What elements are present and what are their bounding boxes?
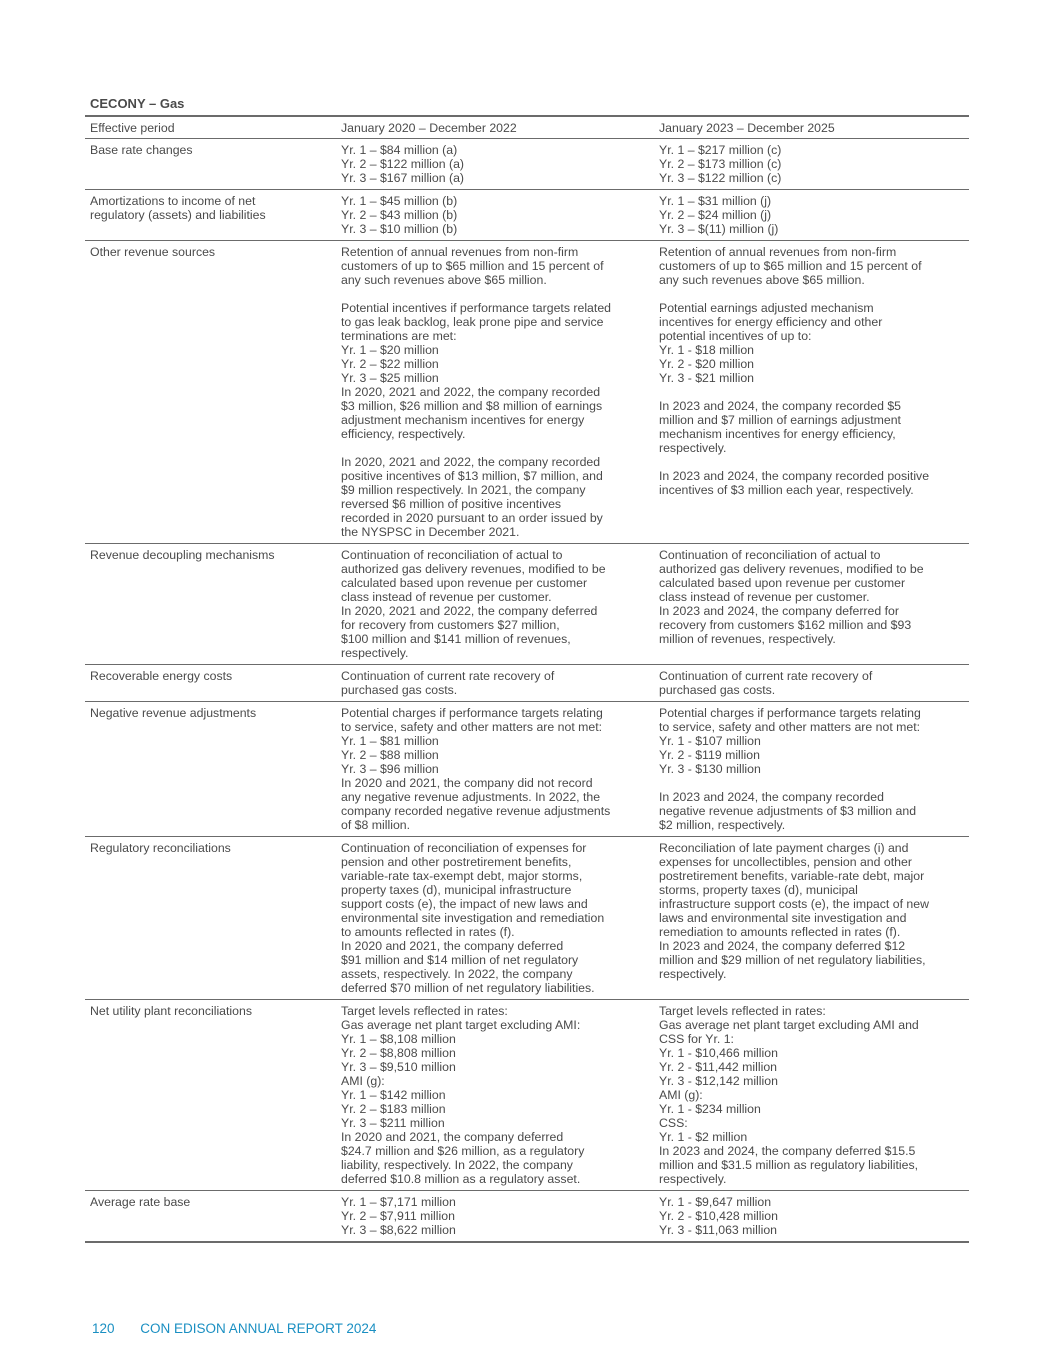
cell-line: potential incentives of up to: xyxy=(659,329,812,343)
paragraph-gap xyxy=(659,287,964,301)
table-row xyxy=(85,1191,969,1243)
cell-line: class instead of revenue per customer. xyxy=(341,590,552,604)
cell-line: adjustment mechanism incentives for energy xyxy=(341,413,585,427)
period-2023-2025-cell xyxy=(654,1191,969,1243)
cell-line: Yr. 1 – $217 million (c) xyxy=(659,143,782,157)
cell-line: In 2023 and 2024, the company deferred $15.5 xyxy=(659,1144,916,1158)
cell-line: Base rate changes xyxy=(90,143,193,157)
cell-line: Continuation of current rate recovery of xyxy=(659,669,873,683)
cell-line: postretirement benefits, variable-rate debt, major xyxy=(659,869,925,883)
cell-line: liability, respectively. In 2022, the company xyxy=(341,1158,573,1172)
row-label xyxy=(85,1191,336,1243)
period-2020-2022-cell xyxy=(336,1000,654,1191)
cell-line: In 2020, 2021 and 2022, the company recorded xyxy=(341,455,601,469)
cell-line: Negative revenue adjustments xyxy=(90,706,257,720)
cell-line: $2 million, respectively. xyxy=(659,818,786,832)
cell-line: Potential charges if performance targets relating xyxy=(341,706,603,720)
cell-line: to service, safety and other matters are not met: xyxy=(659,720,921,734)
cell-line: Reconciliation of late payment charges (i) and xyxy=(659,841,909,855)
cell-line: purchased gas costs. xyxy=(341,683,458,697)
cell-line: In 2023 and 2024, the company deferred $12 xyxy=(659,939,906,953)
period-2020-2022-cell xyxy=(336,241,654,544)
table-row xyxy=(85,837,969,1000)
cell-line: million and $29 million of net regulatory liabilities, xyxy=(659,953,926,967)
table-row xyxy=(85,544,969,665)
table-row xyxy=(85,665,969,702)
header-period-2023-2025: January 2023 – December 2025 xyxy=(654,116,969,139)
cell-line: Yr. 1 - $234 million xyxy=(659,1102,761,1116)
cell-line: Yr. 1 – $7,171 million xyxy=(341,1195,456,1209)
cell-line: for recovery from customers $27 million, xyxy=(341,618,560,632)
cell-line: CSS for Yr. 1: xyxy=(659,1032,734,1046)
cell-line: calculated based upon revenue per customer xyxy=(659,576,906,590)
cell-line: In 2023 and 2024, the company recorded $5 xyxy=(659,399,902,413)
cell-line: any such revenues above $65 million. xyxy=(659,273,865,287)
cell-line: Yr. 1 – $31 million (j) xyxy=(659,194,772,208)
cell-line: regulatory (assets) and liabilities xyxy=(90,208,266,222)
row-label xyxy=(85,702,336,837)
cell-line: Continuation of reconciliation of actual to xyxy=(341,548,563,562)
row-label xyxy=(85,665,336,702)
cell-line: Yr. 3 – $25 million xyxy=(341,371,439,385)
cell-line: Continuation of reconciliation of actual to xyxy=(659,548,881,562)
table-row xyxy=(85,139,969,190)
cell-line: laws and environmental site investigation and xyxy=(659,911,907,925)
row-label xyxy=(85,190,336,241)
cell-line: any negative revenue adjustments. In 2022, the xyxy=(341,790,601,804)
paragraph-gap xyxy=(659,385,964,399)
period-2023-2025-cell xyxy=(654,837,969,1000)
cell-line: to service, safety and other matters are not met: xyxy=(341,720,603,734)
cell-line: $100 million and $141 million of revenues, xyxy=(341,632,571,646)
cell-line: million and $31.5 million as regulatory liabilities, xyxy=(659,1158,919,1172)
cell-line: Retention of annual revenues from non-firm xyxy=(659,245,897,259)
period-2020-2022-cell xyxy=(336,837,654,1000)
cell-line: purchased gas costs. xyxy=(659,683,776,697)
cell-line: Retention of annual revenues from non-firm xyxy=(341,245,579,259)
cell-line: In 2023 and 2024, the company recorded xyxy=(659,790,884,804)
cell-line: to gas leak backlog, leak prone pipe and service xyxy=(341,315,604,329)
table-row xyxy=(85,241,969,544)
period-2023-2025-cell xyxy=(654,702,969,837)
cell-line: Yr. 1 – $45 million (b) xyxy=(341,194,458,208)
cell-line: Yr. 1 – $84 million (a) xyxy=(341,143,458,157)
paragraph-gap xyxy=(341,441,649,455)
row-label xyxy=(85,544,336,665)
cell-line: support costs (e), the impact of new laws and xyxy=(341,897,588,911)
cell-line: terminations are met: xyxy=(341,329,457,343)
cell-line: Continuation of reconciliation of expenses for xyxy=(341,841,587,855)
header-row xyxy=(85,116,969,139)
cell-line: respectively. xyxy=(659,1172,727,1186)
cell-line: million of revenues, respectively. xyxy=(659,632,836,646)
period-2023-2025-cell xyxy=(654,241,969,544)
table-row xyxy=(85,1000,969,1191)
cell-line: Potential incentives if performance targets related xyxy=(341,301,611,315)
cell-line: company recorded negative revenue adjustments xyxy=(341,804,611,818)
cell-line: pension and other postretirement benefits, xyxy=(341,855,572,869)
cell-line: In 2020 and 2021, the company deferred xyxy=(341,1130,564,1144)
cell-line: to amounts reflected in rates (f). xyxy=(341,925,515,939)
cell-line: Yr. 3 - $21 million xyxy=(659,371,755,385)
cell-line: Yr. 3 - $12,142 million xyxy=(659,1074,778,1088)
period-2020-2022-cell xyxy=(336,1191,654,1243)
cell-line: $91 million and $14 million of net regulatory xyxy=(341,953,579,967)
cell-line: Gas average net plant target excluding AMI and xyxy=(659,1018,919,1032)
cell-line: Average rate base xyxy=(90,1195,191,1209)
cell-line: Yr. 3 – $9,510 million xyxy=(341,1060,456,1074)
cell-line: assets, respectively. In 2022, the company xyxy=(341,967,573,981)
cell-line: Yr. 3 – $211 million xyxy=(341,1116,445,1130)
cell-line: variable-rate tax-exempt debt, major storms, xyxy=(341,869,583,883)
cell-line: Target levels reflected in rates: xyxy=(659,1004,826,1018)
cell-line: Regulatory reconciliations xyxy=(90,841,231,855)
cell-line: $3 million, $26 million and $8 million of earnings xyxy=(341,399,603,413)
cell-line: environmental site investigation and remediation xyxy=(341,911,605,925)
cell-line: customers of up to $65 million and 15 percent of xyxy=(659,259,922,273)
cell-line: deferred $10.8 million as a regulatory asset. xyxy=(341,1172,581,1186)
cell-line: deferred $70 million of net regulatory liabilities. xyxy=(341,981,595,995)
table-row xyxy=(85,190,969,241)
cell-line: any such revenues above $65 million. xyxy=(341,273,547,287)
cell-line: AMI (g): xyxy=(659,1088,703,1102)
cell-line: Revenue decoupling mechanisms xyxy=(90,548,275,562)
row-label xyxy=(85,837,336,1000)
cell-line: Yr. 3 – $96 million xyxy=(341,762,439,776)
period-2023-2025-cell xyxy=(654,1000,969,1191)
cell-line: Net utility plant reconciliations xyxy=(90,1004,252,1018)
rate-plan-table xyxy=(85,115,969,1243)
cell-line: mechanism incentives for energy efficiency, xyxy=(659,427,896,441)
cell-line: million and $7 million of earnings adjustment xyxy=(659,413,901,427)
cell-line: authorized gas delivery revenues, modified to be xyxy=(659,562,924,576)
cell-line: Yr. 3 - $130 million xyxy=(659,762,761,776)
cell-line: Yr. 2 - $20 million xyxy=(659,357,755,371)
cell-line: Yr. 2 – $173 million (c) xyxy=(659,157,782,171)
cell-line: recorded in 2020 pursuant to an order issued by xyxy=(341,511,603,525)
cell-line: authorized gas delivery revenues, modified to be xyxy=(341,562,606,576)
table-body xyxy=(85,139,969,1243)
cell-line: Yr. 3 – $167 million (a) xyxy=(341,171,465,185)
cell-line: incentives for energy efficiency and other xyxy=(659,315,883,329)
cell-line: property taxes (d), municipal infrastructure xyxy=(341,883,572,897)
cell-line: efficiency, respectively. xyxy=(341,427,466,441)
cell-line: Yr. 1 - $18 million xyxy=(659,343,755,357)
cell-line: $9 million respectively. In 2021, the company xyxy=(341,483,586,497)
cell-line: Yr. 1 - $107 million xyxy=(659,734,761,748)
period-2020-2022-cell xyxy=(336,665,654,702)
period-2023-2025-cell xyxy=(654,544,969,665)
page-number: 120 xyxy=(92,1321,115,1336)
row-label xyxy=(85,1000,336,1191)
cell-line: reversed $6 million of positive incentives xyxy=(341,497,562,511)
cell-line: CSS: xyxy=(659,1116,688,1130)
period-2020-2022-cell xyxy=(336,544,654,665)
cell-line: In 2020 and 2021, the company deferred xyxy=(341,939,564,953)
cell-line: Continuation of current rate recovery of xyxy=(341,669,555,683)
cell-line: recovery from customers $162 million and $93 xyxy=(659,618,912,632)
header-effective-period: Effective period xyxy=(85,116,336,139)
paragraph-gap xyxy=(659,455,964,469)
cell-line: Potential earnings adjusted mechanism xyxy=(659,301,874,315)
cell-line: $24.7 million and $26 million, as a regulatory xyxy=(341,1144,585,1158)
cell-line: Yr. 1 - $9,647 million xyxy=(659,1195,772,1209)
header-period-2020-2022: January 2020 – December 2022 xyxy=(336,116,654,139)
cell-line: calculated based upon revenue per customer xyxy=(341,576,588,590)
cell-line: storms, property taxes (d), municipal xyxy=(659,883,858,897)
cell-line: Yr. 1 – $8,108 million xyxy=(341,1032,456,1046)
paragraph-gap xyxy=(341,287,649,301)
cell-line: Recoverable energy costs xyxy=(90,669,233,683)
cell-line: Yr. 2 – $122 million (a) xyxy=(341,157,465,171)
cell-line: Yr. 3 – $8,622 million xyxy=(341,1223,456,1237)
cell-line: Yr. 3 – $122 million (c) xyxy=(659,171,782,185)
cell-line: customers of up to $65 million and 15 percent of xyxy=(341,259,604,273)
cell-line: Other revenue sources xyxy=(90,245,216,259)
cell-line: of $8 million. xyxy=(341,818,411,832)
cell-line: Potential charges if performance targets relating xyxy=(659,706,921,720)
cell-line: the NYSPSC in December 2021. xyxy=(341,525,520,539)
cell-line: In 2023 and 2024, the company deferred for xyxy=(659,604,899,618)
row-label xyxy=(85,139,336,190)
cell-line: Yr. 2 – $7,911 million xyxy=(341,1209,455,1223)
row-label xyxy=(85,241,336,544)
cell-line: Yr. 3 - $11,063 million xyxy=(659,1223,778,1237)
paragraph-gap xyxy=(659,776,964,790)
cell-line: respectively. xyxy=(341,646,409,660)
cell-line: Yr. 3 – $10 million (b) xyxy=(341,222,458,236)
cell-line: negative revenue adjustments of $3 million and xyxy=(659,804,917,818)
cell-line: Yr. 2 – $22 million xyxy=(341,357,439,371)
cell-line: Yr. 2 – $88 million xyxy=(341,748,439,762)
cell-line: respectively. xyxy=(659,967,727,981)
cell-line: Yr. 2 - $11,442 million xyxy=(659,1060,778,1074)
cell-line: Yr. 2 – $183 million xyxy=(341,1102,446,1116)
period-2023-2025-cell xyxy=(654,139,969,190)
cell-line: Yr. 3 – $(11) million (j) xyxy=(659,222,779,236)
cell-line: In 2020, 2021 and 2022, the company recorded xyxy=(341,385,601,399)
period-2023-2025-cell xyxy=(654,190,969,241)
cell-line: AMI (g): xyxy=(341,1074,385,1088)
cell-line: Yr. 1 – $20 million xyxy=(341,343,439,357)
cell-line: Yr. 2 – $24 million (j) xyxy=(659,208,772,222)
cell-line: Yr. 1 – $81 million xyxy=(341,734,439,748)
cell-line: In 2020, 2021 and 2022, the company deferred xyxy=(341,604,598,618)
report-title: CON EDISON ANNUAL REPORT 2024 xyxy=(140,1321,377,1336)
table-title: CECONY – Gas xyxy=(90,96,185,111)
cell-line: Yr. 1 – $142 million xyxy=(341,1088,446,1102)
cell-line: incentives of $3 million each year, respectively. xyxy=(659,483,914,497)
cell-line: Yr. 2 - $10,428 million xyxy=(659,1209,778,1223)
cell-line: expenses for uncollectibles, pension and other xyxy=(659,855,912,869)
cell-line: Target levels reflected in rates: xyxy=(341,1004,508,1018)
table-header xyxy=(85,116,969,139)
cell-line: In 2020 and 2021, the company did not record xyxy=(341,776,593,790)
cell-line: Amortizations to income of net xyxy=(90,194,256,208)
cell-line: Gas average net plant target excluding AMI: xyxy=(341,1018,581,1032)
table-row xyxy=(85,702,969,837)
period-2020-2022-cell xyxy=(336,190,654,241)
cell-line: Yr. 2 – $43 million (b) xyxy=(341,208,458,222)
cell-line: infrastructure support costs (e), the impact of new xyxy=(659,897,929,911)
cell-line: Yr. 2 – $8,808 million xyxy=(341,1046,456,1060)
cell-line: Yr. 1 - $10,466 million xyxy=(659,1046,778,1060)
period-2020-2022-cell xyxy=(336,702,654,837)
page-footer xyxy=(92,1321,376,1336)
period-2020-2022-cell xyxy=(336,139,654,190)
cell-line: remediation to amounts reflected in rates (f). xyxy=(659,925,901,939)
cell-line: In 2023 and 2024, the company recorded positive xyxy=(659,469,930,483)
cell-line: respectively. xyxy=(659,441,727,455)
cell-line: Yr. 2 - $119 million xyxy=(659,748,760,762)
cell-line: Yr. 1 - $2 million xyxy=(659,1130,748,1144)
period-2023-2025-cell xyxy=(654,665,969,702)
cell-line: class instead of revenue per customer. xyxy=(659,590,870,604)
cell-line: positive incentives of $13 million, $7 million, and xyxy=(341,469,603,483)
